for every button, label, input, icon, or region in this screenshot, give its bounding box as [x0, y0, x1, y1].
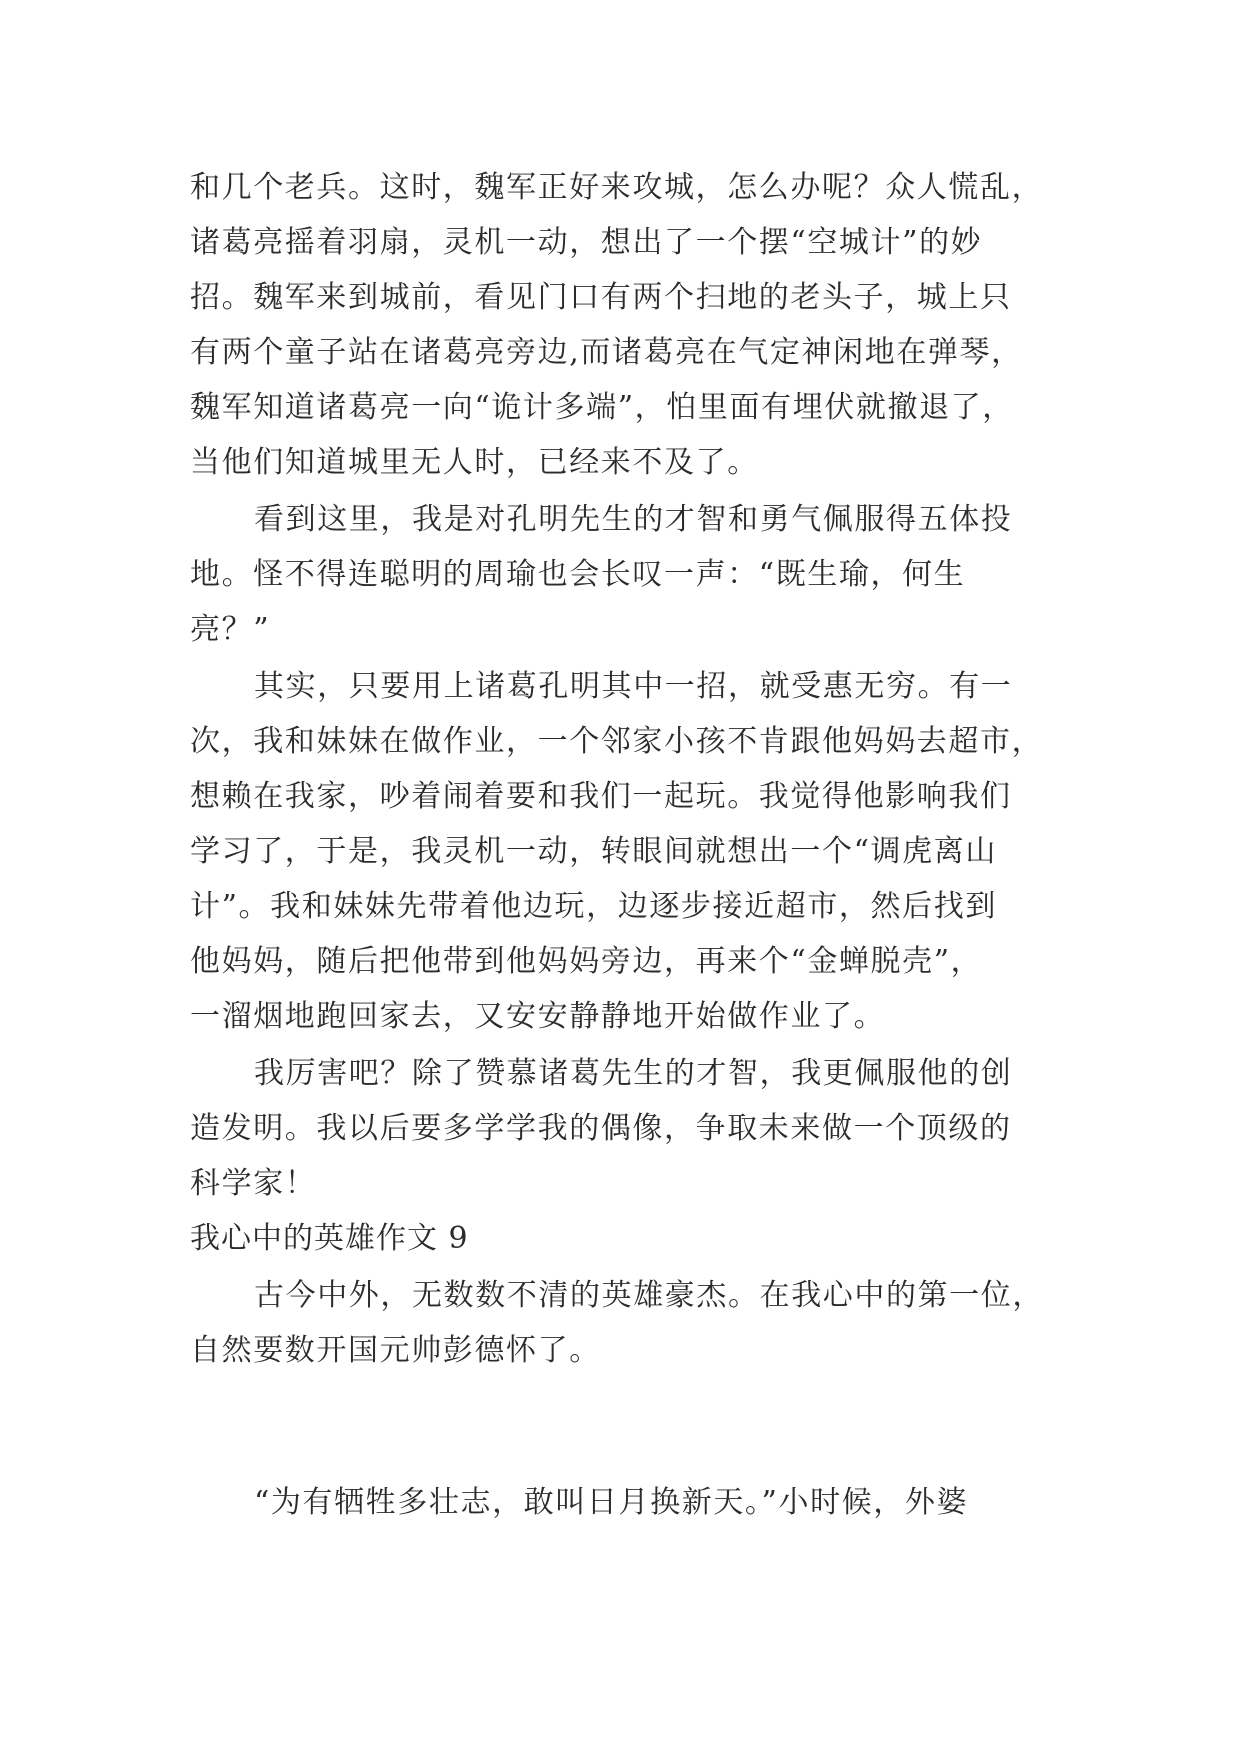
paragraph-line: “为有牺牲多壮志，敢叫日月换新天。”小时候，外婆 [254, 1485, 969, 1520]
paragraph-line: 学习了，于是，我灵机一动，转眼间就想出一个“调虎离山 [190, 834, 997, 869]
paragraph-line: 古今中外，无数数不清的英雄豪杰。在我心中的第一位， [254, 1278, 1044, 1313]
paragraph-line: 魏军知道诸葛亮一向“诡计多端”，怕里面有埋伏就撤退了， [190, 390, 1014, 425]
paragraph-line: 亮？” [190, 612, 271, 647]
paragraph-line: 诸葛亮摇着羽扇，灵机一动，想出了一个摆“空城计”的妙 [190, 225, 983, 260]
paragraph-line: 一溜烟地跑回家去，又安安静静地开始做作业了。 [190, 999, 886, 1034]
paragraph-line: 我厉害吧？除了赞慕诸葛先生的才智，我更佩服他的创 [254, 1056, 1013, 1091]
paragraph-line: 有两个童子站在诸葛亮旁边,而诸葛亮在气定神闲地在弹琴， [190, 335, 1023, 370]
paragraph-line: 看到这里，我是对孔明先生的才智和勇气佩服得五体投 [254, 502, 1013, 537]
paragraph-line: 当他们知道城里无人时，已经来不及了。 [190, 445, 759, 480]
section-heading: 我心中的英雄作文 9 [190, 1221, 469, 1256]
paragraph-line: 招。魏军来到城前，看见门口有两个扫地的老头子，城上只 [190, 280, 1012, 315]
paragraph-line: 次，我和妹妹在做作业，一个邻家小孩不肯跟他妈妈去超市， [190, 724, 1044, 759]
paragraph-line: 自然要数开国元帅彭德怀了。 [190, 1333, 601, 1368]
paragraph-line: 和几个老兵。这时，魏军正好来攻城，怎么办呢？众人慌乱， [190, 170, 1044, 205]
paragraph-line: 造发明。我以后要多学学我的偶像，争取未来做一个顶级的 [190, 1111, 1012, 1146]
paragraph-line: 计”。我和妹妹先带着他边玩，边逐步接近超市，然后找到 [190, 889, 997, 924]
paragraph-line: 其实，只要用上诸葛孔明其中一招，就受惠无穷。有一 [254, 669, 1013, 704]
paragraph-line: 地。怪不得连聪明的周瑜也会长叹一声：“既生瑜，何生 [190, 557, 966, 592]
paragraph-line: 他妈妈，随后把他带到他妈妈旁边，再来个“金蝉脱壳”， [190, 944, 983, 979]
paragraph-line: 想赖在我家，吵着闹着要和我们一起玩。我觉得他影响我们 [190, 779, 1012, 814]
paragraph-line: 科学家！ [190, 1166, 317, 1201]
